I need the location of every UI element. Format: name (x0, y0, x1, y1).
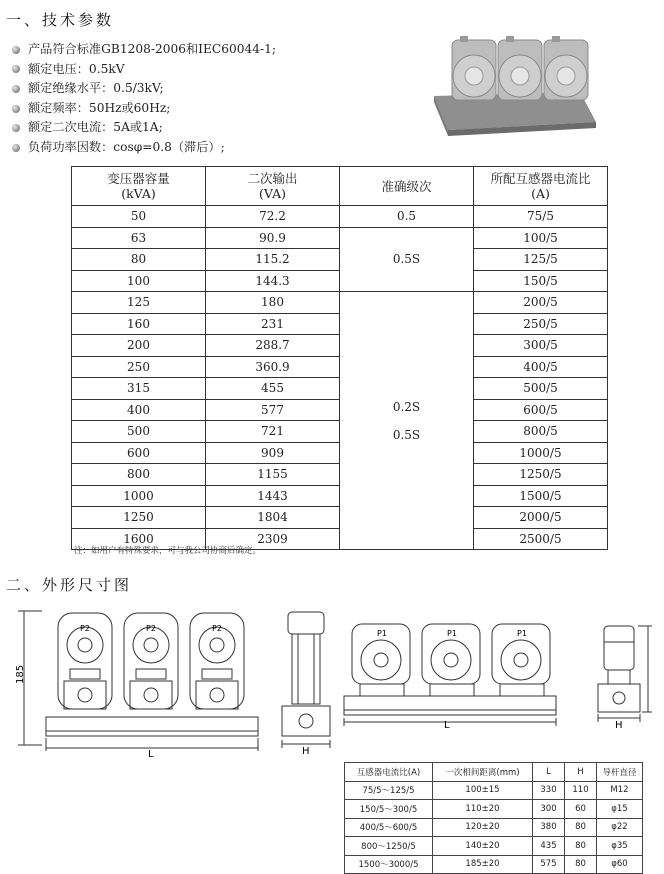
parameter-text: 额定频率：50Hz或60Hz; (28, 100, 171, 115)
output-cell: 180 (206, 292, 340, 314)
output-cell: 288.7 (206, 335, 340, 357)
section-title-specs: 一、技术参数 (6, 11, 115, 29)
capacity-cell: 63 (72, 227, 206, 249)
ratio-cell: 600/5 (474, 399, 608, 421)
capacity-cell: 600 (72, 442, 206, 464)
ratio-cell: 300/5 (474, 335, 608, 357)
capacity-cell: 125 (72, 292, 206, 314)
output-cell: 360.9 (206, 356, 340, 378)
bullet-icon (12, 46, 20, 54)
side-view-variant-drawing (592, 620, 660, 730)
output-cell: 1443 (206, 485, 340, 507)
p2-label: P2 (80, 624, 90, 633)
output-cell: 72.2 (206, 206, 340, 228)
accuracy-cell: 0.5 (340, 206, 474, 228)
ct-ratio-cell: 150/5～300/5 (345, 800, 433, 819)
parameter-text: 额定绝缘水平：0.5/3kV; (28, 81, 164, 96)
output-cell: 721 (206, 421, 340, 443)
col-header-capacity: 变压器容量 (kVA) (72, 167, 206, 206)
section-title-dimensions: 二、外形尺寸图 (6, 576, 133, 594)
parameter-item (12, 118, 276, 138)
output-cell: 1804 (206, 507, 340, 529)
parameter-text: 额定电压：0.5kV (28, 61, 125, 76)
dim-185-label: 185 (15, 664, 26, 684)
front-view-variant-drawing (340, 620, 560, 730)
rod-diameter-cell: φ60 (597, 855, 643, 874)
p1-label: P1 (377, 629, 387, 638)
capacity-cell: 200 (72, 335, 206, 357)
accuracy-cell: 0.2S 0.5S (340, 292, 474, 550)
parameter-item (12, 60, 276, 80)
ratio-cell: 250/5 (474, 313, 608, 335)
ratio-cell: 75/5 (474, 206, 608, 228)
dimension-table-header (345, 763, 643, 782)
side-view-drawing (278, 608, 338, 758)
l-cell: 300 (533, 800, 565, 819)
ratio-cell: 500/5 (474, 378, 608, 400)
l-cell: 575 (533, 855, 565, 874)
h-cell: 110 (565, 781, 597, 800)
parameter-item (12, 40, 276, 60)
capacity-cell: 50 (72, 206, 206, 228)
dim-h-label: H (615, 720, 623, 730)
dim-h-label: H (302, 746, 310, 757)
parameter-text: 额定二次电流：5A或1A; (28, 120, 163, 135)
bullet-icon (12, 105, 20, 113)
ratio-cell: 125/5 (474, 249, 608, 271)
spec-table (71, 166, 608, 550)
ratio-cell: 1500/5 (474, 485, 608, 507)
dim-l-label: L (444, 720, 450, 730)
capacity-cell: 100 (72, 270, 206, 292)
col-header-output: 二次输出 (VA) (206, 167, 340, 206)
capacity-cell: 500 (72, 421, 206, 443)
output-cell: 90.9 (206, 227, 340, 249)
ratio-cell: 100/5 (474, 227, 608, 249)
bullet-icon (12, 144, 20, 152)
ratio-cell: 2000/5 (474, 507, 608, 529)
phase-distance-cell: 120±20 (433, 818, 533, 837)
col-header-ct-ratio: 互感器电流比(A) (345, 763, 433, 782)
phase-distance-cell: 100±15 (433, 781, 533, 800)
rod-diameter-cell: φ35 (597, 837, 643, 856)
capacity-cell: 800 (72, 464, 206, 486)
l-cell: 435 (533, 837, 565, 856)
phase-distance-cell: 140±20 (433, 837, 533, 856)
product-photo (430, 32, 600, 138)
ct-ratio-cell: 400/5～600/5 (345, 818, 433, 837)
parameter-item (12, 138, 276, 158)
output-cell: 577 (206, 399, 340, 421)
output-cell: 144.3 (206, 270, 340, 292)
dimension-table-row (345, 855, 643, 874)
parameter-text: 负荷功率因数：cosφ=0.8（滞后）; (28, 139, 225, 154)
phase-distance-cell: 185±20 (433, 855, 533, 874)
h-cell: 80 (565, 855, 597, 874)
p2-label: P2 (212, 624, 222, 633)
output-cell: 115.2 (206, 249, 340, 271)
col-header-h: H (565, 763, 597, 782)
ratio-cell: 2500/5 (474, 528, 608, 550)
col-header-rod-diameter: 导杆直径 (597, 763, 643, 782)
col-header-accuracy: 准确级次 (340, 167, 474, 206)
note-text: 注：如用户有特殊要求，可与我公司协商后确定。 (74, 546, 262, 556)
dimension-table-row (345, 800, 643, 819)
ratio-cell: 150/5 (474, 270, 608, 292)
ratio-cell: 1000/5 (474, 442, 608, 464)
ct-ratio-cell: 1500～3000/5 (345, 855, 433, 874)
phase-distance-cell: 110±20 (433, 800, 533, 819)
rod-diameter-cell: M12 (597, 781, 643, 800)
capacity-cell: 80 (72, 249, 206, 271)
h-cell: 80 (565, 818, 597, 837)
output-cell: 909 (206, 442, 340, 464)
accuracy-cell: 0.5S (340, 227, 474, 292)
parameter-list (12, 40, 276, 158)
capacity-cell: 1250 (72, 507, 206, 529)
parameter-item (12, 99, 276, 119)
dimension-table (344, 762, 643, 874)
rod-diameter-cell: φ15 (597, 800, 643, 819)
spec-table-row (72, 292, 608, 314)
p1-label: P1 (447, 629, 457, 638)
output-cell: 231 (206, 313, 340, 335)
l-cell: 380 (533, 818, 565, 837)
capacity-cell: 160 (72, 313, 206, 335)
h-cell: 80 (565, 837, 597, 856)
capacity-cell: 1000 (72, 485, 206, 507)
ct-ratio-cell: 75/5～125/5 (345, 781, 433, 800)
bullet-icon (12, 124, 20, 132)
ct-ratio-cell: 800～1250/5 (345, 837, 433, 856)
ratio-cell: 400/5 (474, 356, 608, 378)
col-header-ratio: 所配互感器电流比 (A) (474, 167, 608, 206)
output-cell: 1155 (206, 464, 340, 486)
h-cell: 60 (565, 800, 597, 819)
l-cell: 330 (533, 781, 565, 800)
bullet-icon (12, 65, 20, 73)
ratio-cell: 800/5 (474, 421, 608, 443)
bullet-icon (12, 85, 20, 93)
front-view-drawing (12, 605, 274, 757)
dim-l-label: L (148, 749, 154, 757)
spec-table-row (72, 206, 608, 228)
capacity-cell: 1600 (72, 528, 206, 550)
capacity-cell: 250 (72, 356, 206, 378)
col-header-phase-distance: 一次相间距离(mm) (433, 763, 533, 782)
col-header-l: L (533, 763, 565, 782)
p2-label: P2 (146, 624, 156, 633)
spec-table-row (72, 227, 608, 249)
rod-diameter-cell: φ22 (597, 818, 643, 837)
p1-label: P1 (517, 629, 527, 638)
dimension-table-row (345, 781, 643, 800)
dimension-table-row (345, 818, 643, 837)
spec-table-header (72, 167, 608, 206)
parameter-text: 产品符合标准GB1208-2006和IEC60044-1; (28, 42, 276, 56)
ratio-cell: 1250/5 (474, 464, 608, 486)
capacity-cell: 315 (72, 378, 206, 400)
output-cell: 455 (206, 378, 340, 400)
parameter-item (12, 79, 276, 99)
ratio-cell: 200/5 (474, 292, 608, 314)
output-cell: 2309 (206, 528, 340, 550)
dimension-table-row (345, 837, 643, 856)
capacity-cell: 400 (72, 399, 206, 421)
